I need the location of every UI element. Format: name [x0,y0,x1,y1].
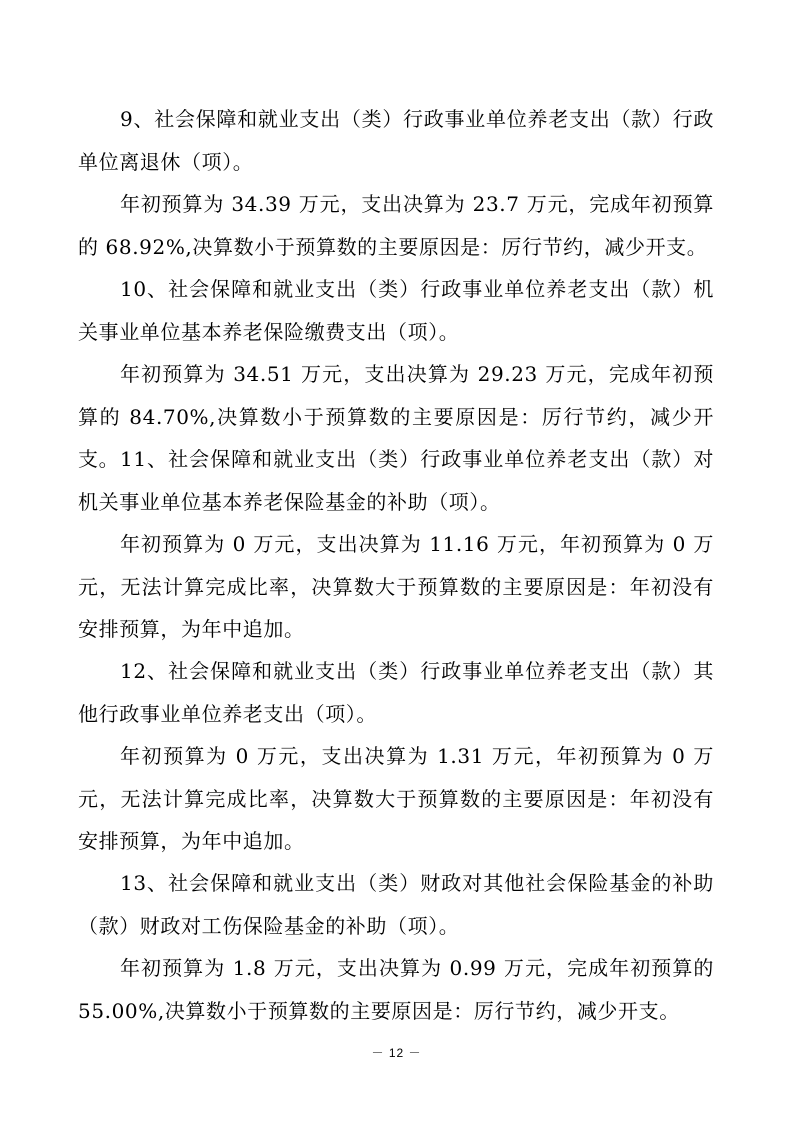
paragraph-item-10-detail: 年初预算为 34.51 万元，支出决算为 29.23 万元，完成年初预算的 84.70%,决算数小于预算数的主要原因是：厉行节约，减少开支。 [78,362,714,471]
paragraph-item-12-title: 12、社会保障和就业支出（类）行政事业单位养老支出（款）其他行政事业单位养老支出（项）。 [78,659,714,726]
paragraph-item-9-title: 9、社会保障和就业支出（类）行政事业单位养老支出（款）行政单位离退休（项）。 [78,107,714,174]
paragraph-item-10-title: 10、社会保障和就业支出（类）行政事业单位养老支出（款）机关事业单位基本养老保险缴费支出（项）。 [78,277,714,344]
page-number: － 12 － [371,1046,422,1060]
paragraph-item-9-detail: 年初预算为 34.39 万元，支出决算为 23.7 万元，完成年初预算的 68.92%,决算数小于预算数的主要原因是：厉行节约，减少开支。 [78,192,714,259]
paragraph-item-13-detail: 年初预算为 1.8 万元，支出决算为 0.99 万元，完成年初预算的 55.00%,决算数小于预算数的主要原因是：厉行节约，减少开支。 [78,956,714,1023]
paragraph-item-11-detail: 年初预算为 0 万元，支出决算为 11.16 万元，年初预算为 0 万元，无法计算完成比率，决算数大于预算数的主要原因是：年初没有安排预算，为年中追加。 [78,532,714,641]
paragraph-item-13-title: 13、社会保障和就业支出（类）财政对其他社会保险基金的补助（款）财政对工伤保险基金的补助（项）。 [78,871,714,938]
paragraph-item-11-title: 11、社会保障和就业支出（类）行政事业单位养老支出（款）对机关事业单位基本养老保险基金的补助（项）。 [78,447,714,514]
paragraph-item-12-detail: 年初预算为 0 万元，支出决算为 1.31 万元，年初预算为 0 万元，无法计算完成比率，决算数大于预算数的主要原因是：年初没有安排预算，为年中追加。 [78,744,714,853]
